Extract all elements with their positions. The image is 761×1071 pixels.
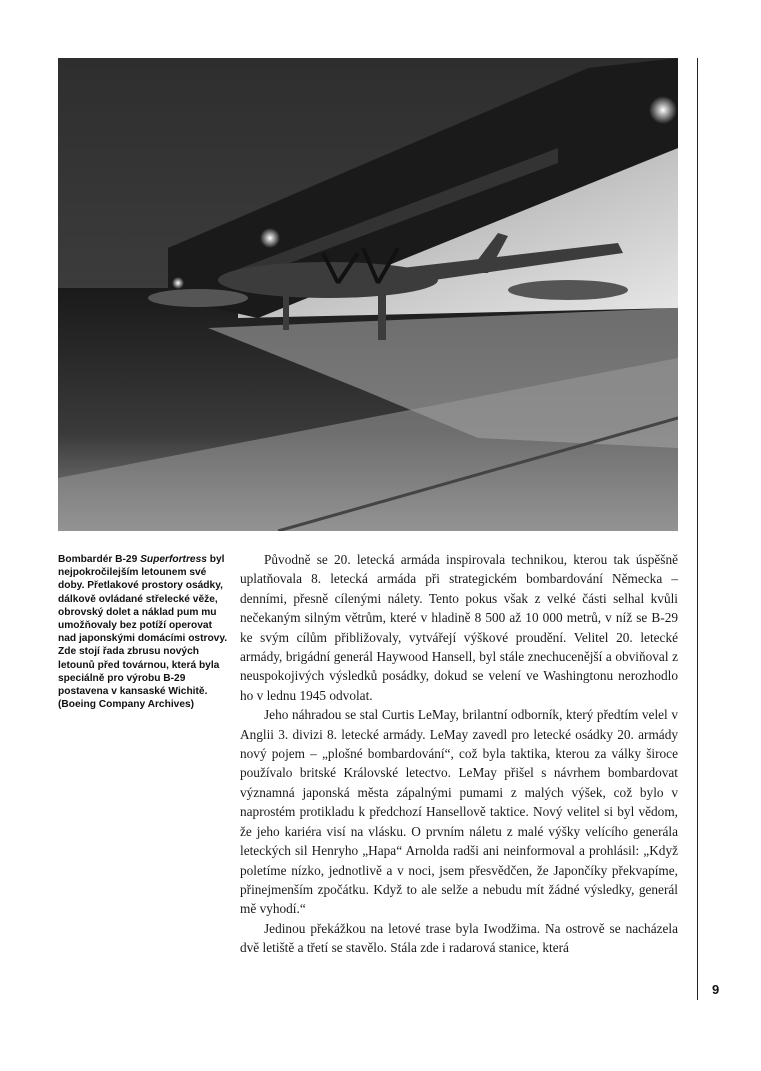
paragraph: Jedinou překážkou na letové trase byla Iwodžima. Na ostrově se nacházela dvě letiště a třetí se stavělo. Stála zde i radarová stanice, která [240,920,678,956]
page-number: 9 [712,982,720,997]
paragraph: Původně se 20. letecká armáda inspirovala technikou, kterou tak úspěšně uplatňovala 8. letecká armáda při strategickém bombardování Německa – denními, přesně cílenými nálety. Tento pokus však z velké části selhal kvůli nečekaným silným větrům, které v hladině 8 500 až 10 000 metrů, v níž se B-29 ke svým cílům přibližovaly, vytvářejí výškové proudění. Velitel 20. letecké armády, brigádní generál Haywood Hansell, byl stále znechucenější a obviňoval z neuspokojivých výsledků posádky, dokud se velení ve Washingtonu nerozhodlo ho v lednu 1945 odvolat. [240,552,678,703]
photo-b29-factory [58,58,678,531]
photo-caption [58,553,228,711]
lamp-far [172,277,184,289]
caption-text: byl nejpokročilejším letounem své doby. Přetlakové prostory osádky, dálkově ovládané střelecké věže, obrovský dolet a náklad pum mu umožňovaly bez potíží operovat nad japonskými domácími ostrovy. Zde stojí řada zbrusu nových letounů před továrnou, která byla speciálně pro výrobu B-29 postavena v kansaské Wichitě. (Boeing Company Archives) [58,554,228,711]
paragraph: Jeho náhradou se stal Curtis LeMay, brilantní odborník, který předtím velel v Anglii 3. divizi 8. letecké armády. LeMay zavedl pro letecké osádky 20. armády nový pojem – „plošné bombardování“, což byla taktika, kterou za války široce používalo britské Královské letectvo. LeMay přišel s návrhem bombardovat významná japonská města zápalnými pumami z malých výšek, což bylo v naprostém protikladu k předchozí Hansellově taktice. Nový velitel si byl vědom, že jeho kariéra visí na vlásku. O prvním náletu z malé výšky velícího generála leteckých sil Henryho „Hapa“ Arnolda radši ani neinformoval a prohlásil: „Když poletíme nízko, jednotlivě a v noci, jsem přesvědčen, že Japončíky překvapíme, přinejmenším zpočátku. Když to ale selže a nebudu mít žádné výsledky, generál mě vyhodí.“ [240,707,678,917]
body-text [240,550,678,958]
caption-aircraft-name: Superfortress [140,554,207,565]
caption-lead: Bombardér B-29 [58,554,141,565]
lamp-mid [260,228,280,248]
margin-rule [697,58,698,1000]
photo-illustration [58,58,678,531]
lamp-right [649,96,677,124]
